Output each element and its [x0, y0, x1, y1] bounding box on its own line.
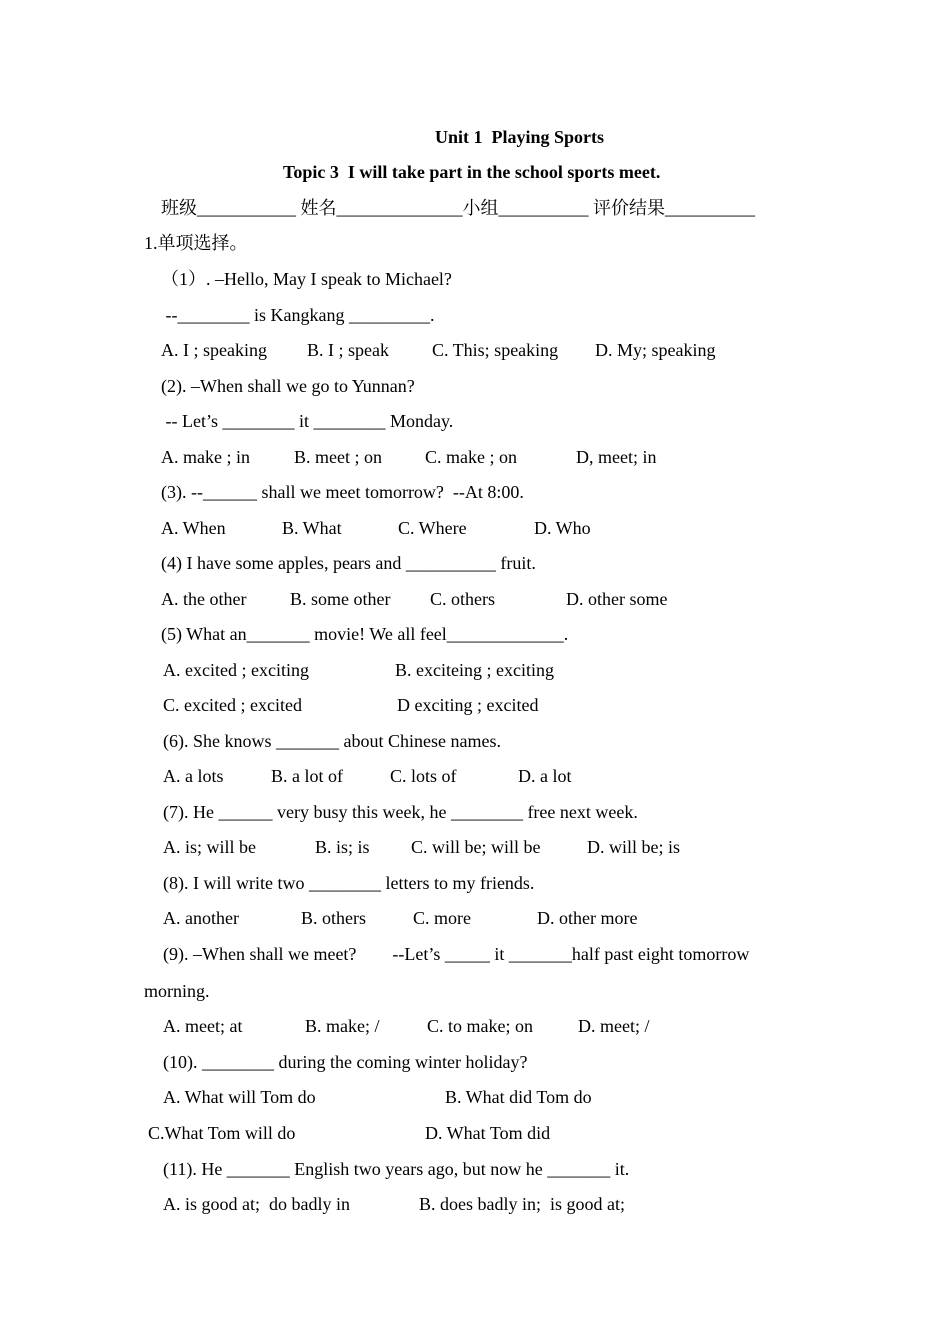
question-1-line-1: （1）. –Hello, May I speak to Michael? — [161, 269, 452, 289]
question-3-option-d: D. Who — [534, 518, 591, 538]
unit-title: Unit 1 Playing Sports — [435, 127, 605, 147]
question-3-option-b: B. What — [282, 518, 342, 538]
question-7-option-b: B. is; is — [315, 837, 370, 857]
question-4-option-a: A. the other — [161, 589, 247, 609]
question-6-option-c: C. lots of — [390, 766, 457, 786]
question-10-option-d: D. What Tom did — [425, 1123, 551, 1143]
question-11-option-b: B. does badly in; is good at; — [419, 1194, 625, 1214]
question-8-option-b: B. others — [301, 908, 366, 928]
question-7-option-d: D. will be; is — [587, 837, 680, 857]
question-3-option-c: C. Where — [398, 518, 467, 538]
question-9-option-b: B. make; / — [305, 1016, 380, 1036]
question-11-option-a: A. is good at; do badly in — [163, 1194, 350, 1214]
question-8-option-d: D. other more — [537, 908, 638, 928]
question-8-option-c: C. more — [413, 908, 471, 928]
question-2-option-c: C. make ; on — [425, 447, 517, 467]
question-5-option-b: B. exciteing ; exciting — [395, 660, 554, 680]
question-1-option-c: C. This; speaking — [432, 340, 559, 360]
question-9-line-1: (9). –When shall we meet? --Let’s _____ it _______half past eight tomorrow — [163, 944, 750, 964]
section-title: 1.单项选择。 — [144, 233, 248, 253]
question-6-option-a: A. a lots — [163, 766, 224, 786]
question-4-option-b: B. some other — [290, 589, 391, 609]
question-10-option-c: C.What Tom will do — [148, 1123, 296, 1143]
question-8-option-a: A. another — [163, 908, 239, 928]
student-info-line: 班级___________ 姓名______________小组__________ 评价结果__________ — [161, 198, 755, 218]
question-5-option-a: A. excited ; exciting — [163, 660, 309, 680]
question-5-line-1: (5) What an_______ movie! We all feel_____________. — [161, 624, 569, 644]
question-3-line-1: (3). --______ shall we meet tomorrow? --At 8:00. — [161, 482, 524, 502]
question-9-option-a: A. meet; at — [163, 1016, 243, 1036]
question-4-option-d: D. other some — [566, 589, 668, 609]
question-4-line-1: (4) I have some apples, pears and __________ fruit. — [161, 553, 536, 573]
question-6-option-b: B. a lot of — [271, 766, 343, 786]
question-10-option-b: B. What did Tom do — [445, 1087, 592, 1107]
question-2-option-b: B. meet ; on — [294, 447, 382, 467]
question-3-option-a: A. When — [161, 518, 226, 538]
question-2-option-d: D, meet; in — [576, 447, 657, 467]
question-1-option-d: D. My; speaking — [595, 340, 716, 360]
question-4-option-c: C. others — [430, 589, 495, 609]
question-5-option-d: D exciting ; excited — [397, 695, 539, 715]
question-10-option-a: A. What will Tom do — [163, 1087, 316, 1107]
question-2-line-1: (2). –When shall we go to Yunnan? — [161, 376, 415, 396]
question-6-line-1: (6). She knows _______ about Chinese names. — [163, 731, 501, 751]
question-9-line-2: morning. — [144, 981, 210, 1001]
question-1-option-b: B. I ; speak — [307, 340, 389, 360]
question-5-option-c: C. excited ; excited — [163, 695, 302, 715]
question-7-line-1: (7). He ______ very busy this week, he ________ free next week. — [163, 802, 638, 822]
question-10-line-1: (10). ________ during the coming winter holiday? — [163, 1052, 528, 1072]
question-2-option-a: A. make ; in — [161, 447, 250, 467]
question-8-line-1: (8). I will write two ________ letters to my friends. — [163, 873, 535, 893]
question-2-line-2: -- Let’s ________ it ________ Monday. — [161, 411, 454, 431]
question-9-option-c: C. to make; on — [427, 1016, 533, 1036]
question-11-line-1: (11). He _______ English two years ago, but now he _______ it. — [163, 1159, 630, 1179]
question-1-line-2: --________ is Kangkang _________. — [161, 305, 435, 325]
question-1-option-a: A. I ; speaking — [161, 340, 267, 360]
question-7-option-c: C. will be; will be — [411, 837, 541, 857]
question-9-option-d: D. meet; / — [578, 1016, 650, 1036]
topic-title: Topic 3 I will take part in the school sports meet. — [283, 162, 661, 182]
question-7-option-a: A. is; will be — [163, 837, 256, 857]
question-6-option-d: D. a lot — [518, 766, 572, 786]
